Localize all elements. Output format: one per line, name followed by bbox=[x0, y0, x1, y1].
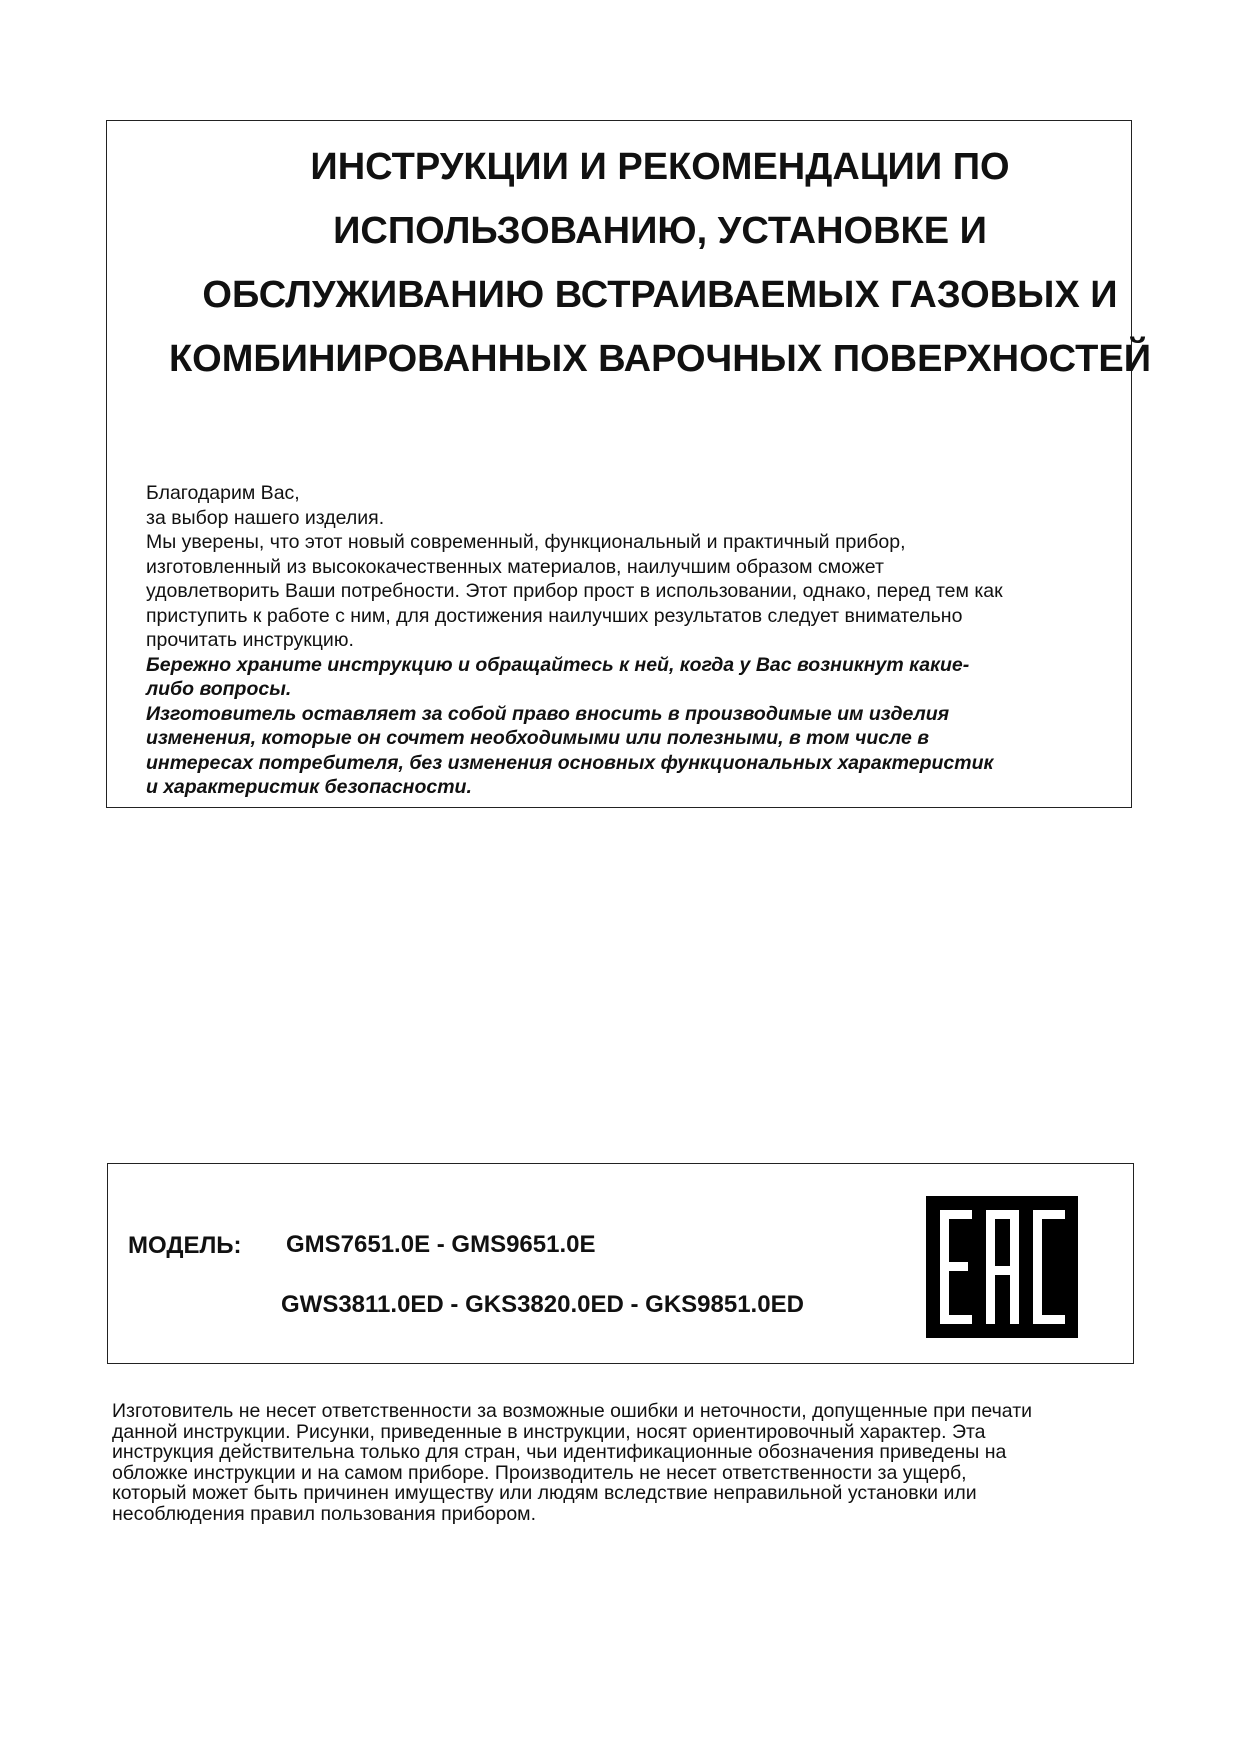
disclaimer-line: инструкция действительна только для стран, чьи идентификационные обозначения приведены на bbox=[112, 1441, 1007, 1463]
model-label: МОДЕЛЬ: bbox=[128, 1232, 242, 1259]
title-line: КОМБИНИРОВАННЫХ ВАРОЧНЫХ ПОВЕРХНОСТЕЙ bbox=[168, 338, 1152, 380]
model-numbers-line-2: GWS3811.0ED - GKS3820.0ED - GKS9851.0ED bbox=[281, 1291, 804, 1318]
eac-certification-logo bbox=[926, 1196, 1078, 1338]
title-line: ИСПОЛЬЗОВАНИЮ, УСТАНОВКЕ И bbox=[333, 210, 987, 252]
disclaimer-line: который может быть причинен имуществу или людям вследствие неправильной установки или bbox=[112, 1482, 977, 1504]
intro-bold-line: интересах потребителя, без изменения основных функциональных характеристик bbox=[146, 751, 994, 774]
disclaimer-line: данной инструкции. Рисунки, приведенные в инструкции, носят ориентировочный характер. Эта bbox=[112, 1420, 986, 1443]
disclaimer-line: обложке инструкции и на самом приборе. Производитель не несет ответственности за ущерб, bbox=[112, 1461, 967, 1484]
title-line: ОБСЛУЖИВАНИЮ ВСТРАИВАЕМЫХ ГАЗОВЫХ И bbox=[202, 274, 1118, 316]
intro-text bbox=[146, 481, 1126, 800]
document-title bbox=[120, 135, 1200, 391]
intro-bold-line: изменения, которые он сочтет необходимыми или полезными, в том числе в bbox=[146, 727, 930, 749]
intro-line: прочитать инструкцию. bbox=[146, 629, 354, 651]
intro-bold-line: либо вопросы. bbox=[146, 678, 292, 700]
intro-bold-line: и характеристик безопасности. bbox=[146, 776, 472, 798]
disclaimer-line: Изготовитель не несет ответственности за возможные ошибки и неточности, допущенные при печати bbox=[112, 1400, 1033, 1422]
intro-line: за выбор нашего изделия. bbox=[146, 506, 385, 529]
intro-line: Мы уверены, что этот новый современный, функциональный и практичный прибор, bbox=[146, 531, 906, 553]
disclaimer-text bbox=[112, 1401, 1152, 1524]
model-numbers-line-1: GMS7651.0E - GMS9651.0E bbox=[286, 1231, 596, 1258]
intro-bold-line: Бережно храните инструкцию и обращайтесь к ней, когда у Вас возникнут какие- bbox=[146, 653, 970, 676]
disclaimer-line: несоблюдения правил пользования прибором. bbox=[112, 1502, 536, 1525]
title-line: ИНСТРУКЦИИ И РЕКОМЕНДАЦИИ ПО bbox=[310, 146, 1010, 188]
intro-line: изготовленный из высококачественных материалов, наилучшим образом сможет bbox=[146, 555, 884, 578]
intro-line: Благодарим Вас, bbox=[146, 482, 300, 504]
intro-line: приступить к работе с ним, для достижения наилучших результатов следует внимательно bbox=[146, 604, 963, 627]
intro-line: удовлетворить Ваши потребности. Этот прибор прост в использовании, однако, перед тем как bbox=[146, 580, 1003, 602]
intro-bold-line: Изготовитель оставляет за собой право вносить в производимые им изделия bbox=[146, 702, 950, 725]
